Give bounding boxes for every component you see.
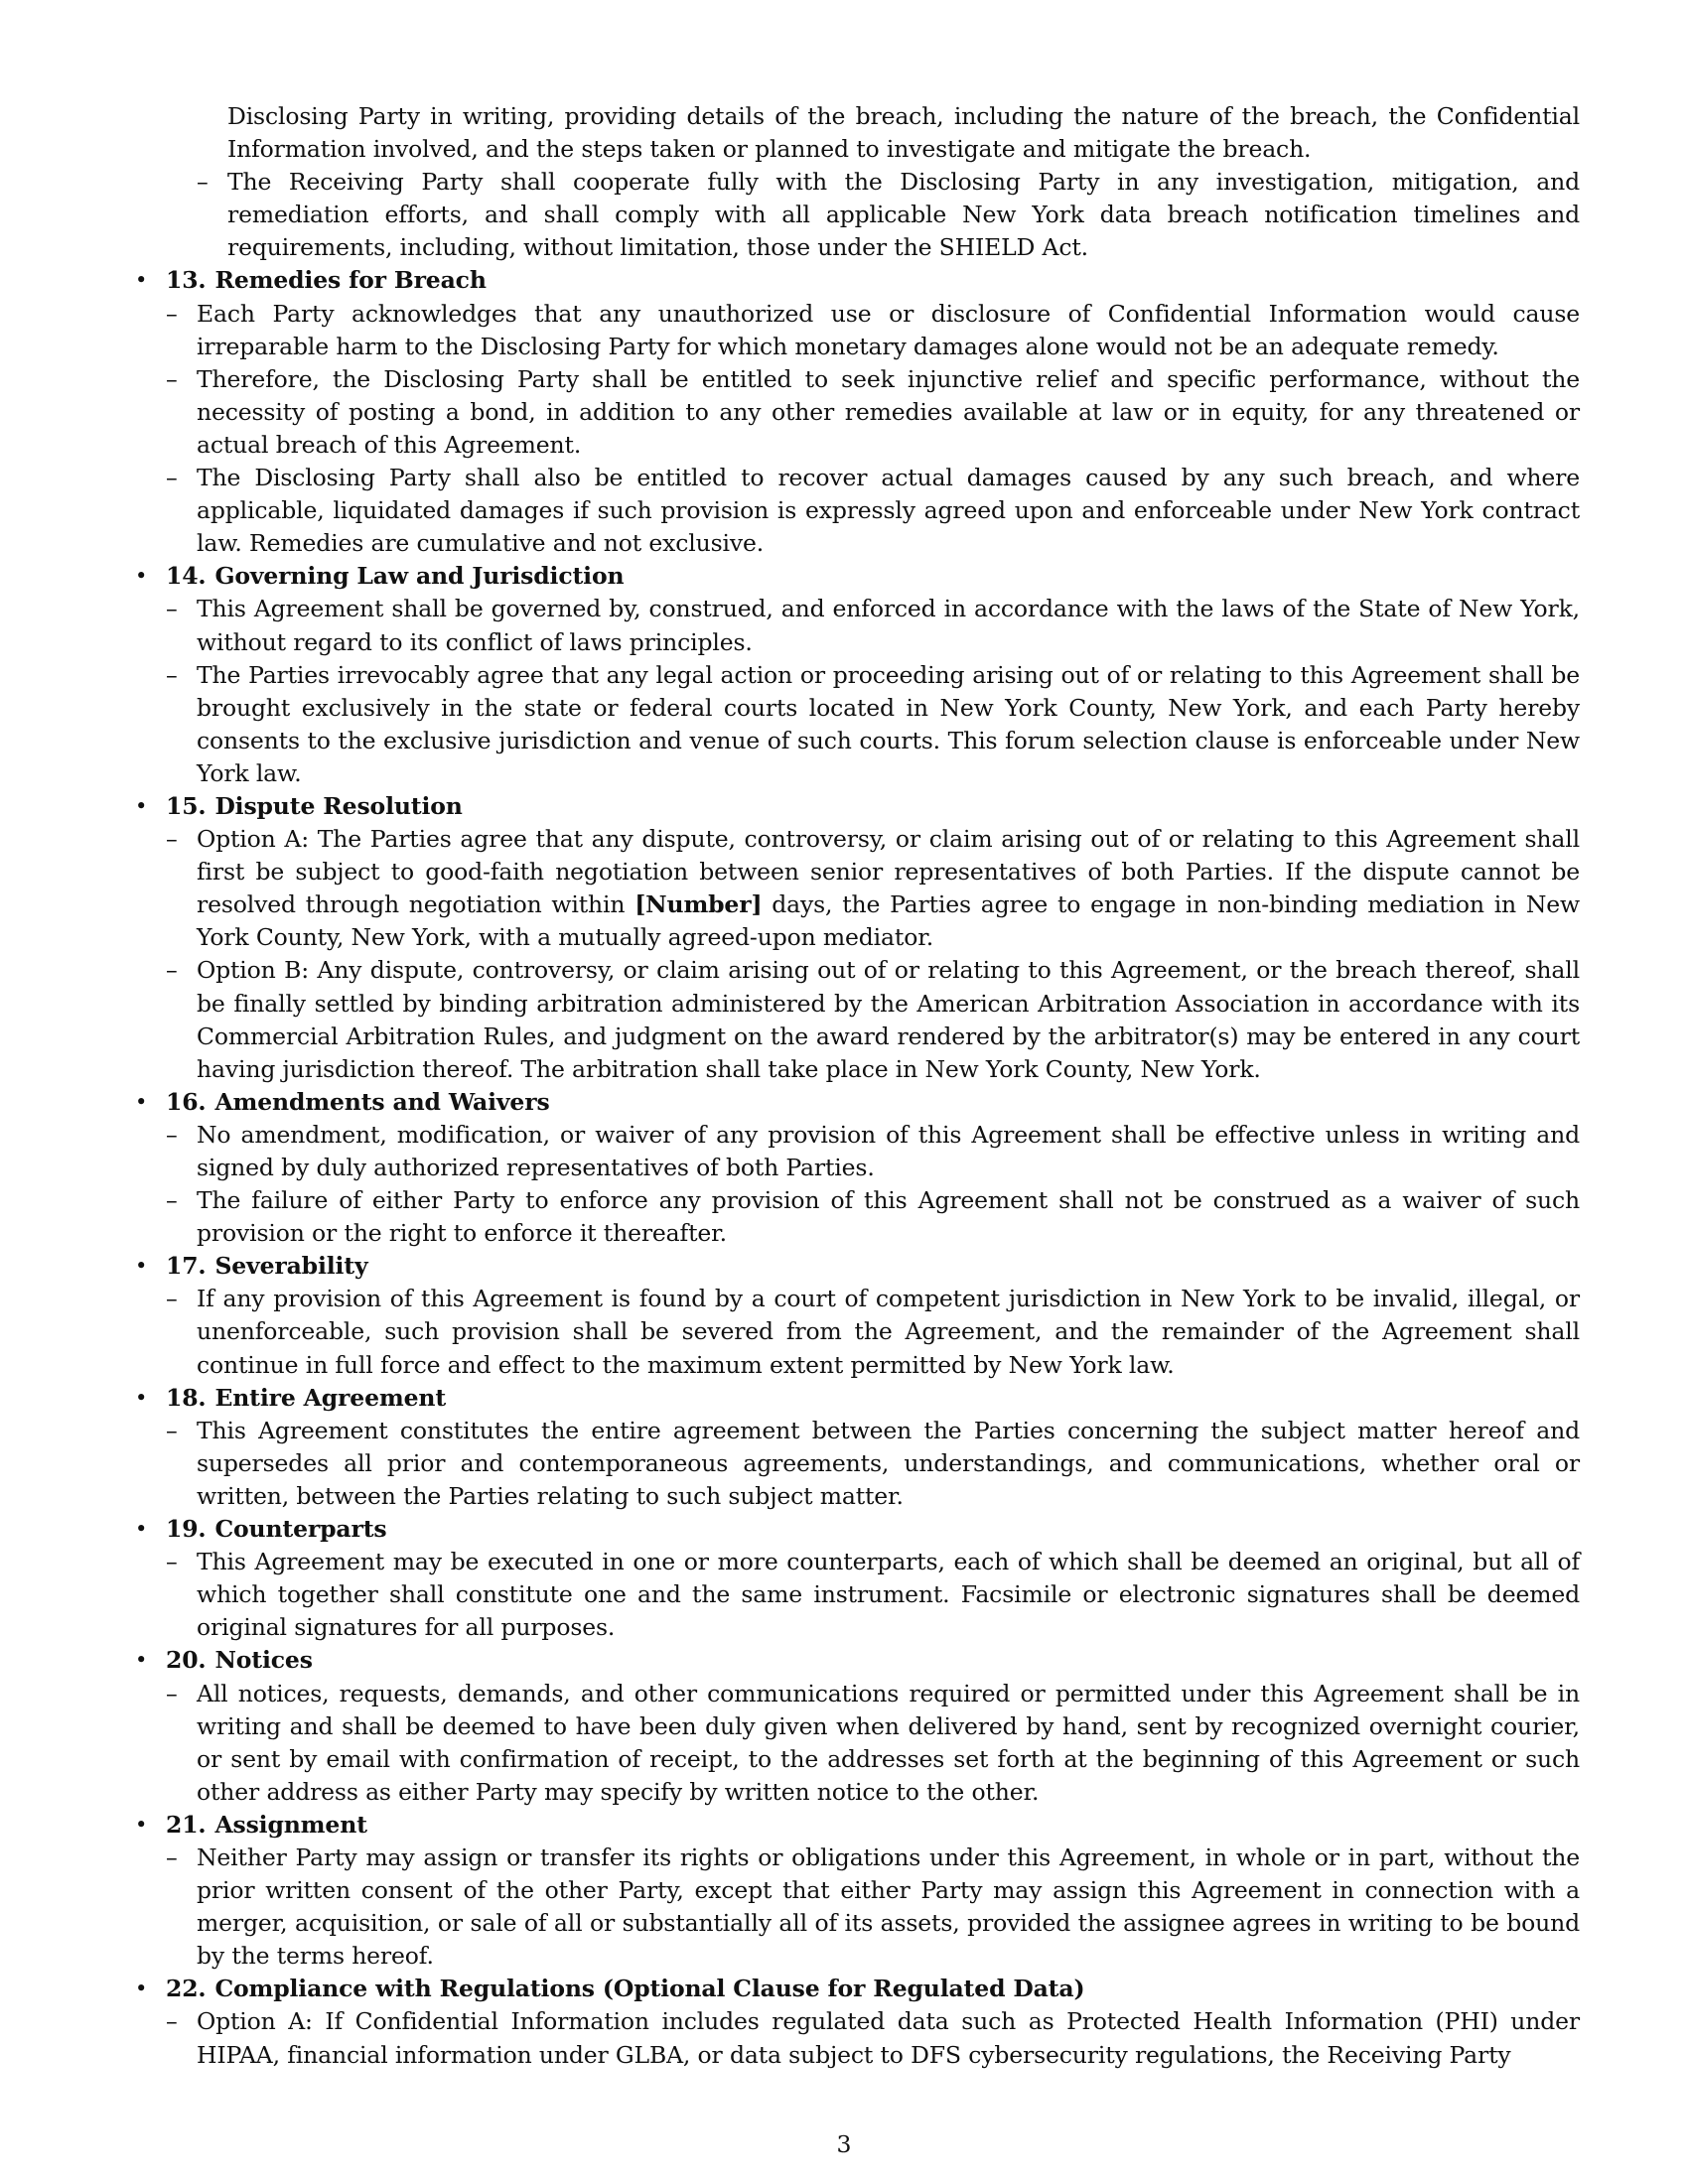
section: [135, 790, 1580, 1086]
section-items: [135, 823, 1580, 1086]
section-title: Entire Agreement: [214, 1383, 447, 1412]
bullet-marker: •: [135, 1254, 148, 1279]
dash-marker: –: [166, 464, 178, 492]
bullet-marker: •: [135, 1977, 148, 2001]
section-items: [135, 593, 1580, 790]
section: [135, 264, 1580, 560]
section-number: 13.: [166, 266, 207, 295]
item-text: Therefore, the Disclosing Party shall be entitled to seek injunctive relief and specific performance, without the necessity of posting a bond, in addition to any other remedies available at law or in equity, for any threatened or actual breach of this Agreement.: [197, 364, 1580, 459]
section: [135, 1513, 1580, 1644]
placeholder-field: [Number]: [634, 890, 763, 919]
section-items: [135, 2005, 1580, 2071]
dash-marker: –: [166, 1679, 178, 1707]
list-item: [135, 823, 1580, 954]
item-text: This Agreement constitutes the entire agreement between the Parties concerning the subject matter hereof and supersedes all prior and contemporaneous agreements, understandings, and communications, whether oral or written, between the Parties relating to such subject matter.: [197, 1416, 1580, 1510]
list-item: [135, 2005, 1580, 2071]
dash-marker: –: [166, 956, 178, 985]
dash-marker: –: [166, 825, 178, 854]
section-heading: [166, 1809, 1580, 1842]
section-heading: [166, 1250, 1580, 1283]
carryover-items: [135, 166, 1580, 264]
section: [135, 1644, 1580, 1808]
section-number: 19.: [166, 1515, 207, 1544]
section: [135, 1973, 1580, 2071]
section-title: Assignment: [214, 1810, 367, 1839]
list-item: [135, 1678, 1580, 1809]
section-number: 22.: [166, 1975, 207, 2003]
section-title: Dispute Resolution: [214, 791, 463, 820]
bullet-marker: •: [135, 1089, 148, 1114]
item-text: Option A: The Parties agree that any dispute, controversy, or claim arising out of or relating to this Agreement shall first be subject to good-faith negotiation between senior representatives of both Parties. If the dispute cannot be resolved through negotiation within: [197, 825, 1580, 919]
section-title: Severability: [214, 1252, 368, 1281]
section-heading: [166, 790, 1580, 823]
section-title: Amendments and Waivers: [214, 1087, 550, 1116]
section-items: [135, 298, 1580, 561]
page-number: 3: [836, 2130, 852, 2158]
section: [135, 1809, 1580, 1973]
bullet-marker: •: [135, 1812, 148, 1837]
item-text: All notices, requests, demands, and other communications required or permitted under this Agreement shall be in writing and shall be deemed to have been duly given when delivered by hand, sent by recognized overnight courier, or sent by email with confirmation of receipt, to the addresses set forth at the beginning of this Agreement or such other address as either Party may specify by written notice to the other.: [197, 1679, 1580, 1806]
list-item: [135, 1842, 1580, 1973]
section-items: [135, 1415, 1580, 1513]
item-text: No amendment, modification, or waiver of any provision of this Agreement shall be effective unless in writing and signed by duly authorized representatives of both Parties.: [197, 1120, 1580, 1181]
section-heading: [166, 1086, 1580, 1119]
dash-marker: –: [166, 595, 178, 623]
item-text: days, the Parties agree to engage in non-binding mediation in New York County, New York, with a mutually agreed-upon mediator.: [197, 890, 1581, 952]
section-title: Notices: [214, 1646, 313, 1675]
section-items: [135, 1546, 1580, 1644]
sections-list: [135, 264, 1580, 2071]
section: [135, 1250, 1580, 1381]
section-heading: [166, 560, 1580, 593]
section-heading: [166, 1513, 1580, 1546]
dash-marker: –: [166, 1548, 178, 1576]
item-text: Each Party acknowledges that any unauthorized use or disclosure of Confidential Information would cause irreparable harm to the Disclosing Party for which monetary damages alone would not be an adequate remedy.: [197, 299, 1580, 360]
list-item: [135, 298, 1580, 363]
section-items: [135, 1283, 1580, 1381]
item-text: The failure of either Party to enforce any provision of this Agreement shall not be construed as a waiver of such provision or the right to enforce it thereafter.: [197, 1186, 1580, 1248]
dash-marker: –: [166, 1843, 178, 1871]
section-title: Governing Law and Jurisdiction: [214, 562, 625, 591]
section-heading: [166, 1973, 1580, 2005]
section-heading: [166, 1382, 1580, 1415]
carryover-paragraph: Disclosing Party in writing, providing details of the breach, including the nature of the breach, the Confidential Information involved, and the steps taken or planned to investigate and mitigate the breach.: [227, 102, 1580, 164]
item-text: If any provision of this Agreement is found by a court of competent jurisdiction in New York to be invalid, illegal, or unenforceable, such provision shall be severed from the Agreement, and the remainder of the Agreement shall continue in full force and effect to the maximum extent permitted by New York law.: [197, 1285, 1580, 1379]
list-item: [135, 659, 1580, 790]
list-item: [135, 363, 1580, 462]
section-items: [135, 1842, 1580, 1973]
dash-marker: –: [166, 1120, 178, 1149]
section-number: 21.: [166, 1810, 207, 1839]
dash-marker: –: [166, 660, 178, 689]
bullet-marker: •: [135, 1517, 148, 1542]
item-text: The Disclosing Party shall also be entitled to recover actual damages caused by any such breach, and where applicable, liquidated damages if such provision is expressly agreed upon and enforceable under New York contract law. Remedies are cumulative and not exclusive.: [197, 464, 1580, 558]
dash-marker: –: [166, 1416, 178, 1444]
list-item: [135, 1119, 1580, 1184]
item-text: The Receiving Party shall cooperate fully with the Disclosing Party in any investigation, mitigation, and remediation efforts, and shall comply with all applicable New York data breach notification timelines and requirements, including, without limitation, those under the SHIELD Act.: [227, 168, 1580, 262]
section: [135, 1086, 1580, 1250]
dash-marker: –: [166, 2007, 178, 2036]
dash-marker: –: [166, 364, 178, 393]
section: [135, 1382, 1580, 1513]
list-item: [135, 954, 1580, 1085]
list-item: [135, 462, 1580, 560]
dash-marker: –: [166, 1186, 178, 1215]
section-title: Compliance with Regulations (Optional Clause for Regulated Data): [214, 1975, 1085, 2003]
section-title: Counterparts: [214, 1515, 387, 1544]
section-number: 16.: [166, 1087, 207, 1116]
item-text: The Parties irrevocably agree that any legal action or proceeding arising out of or relating to this Agreement shall be brought exclusively in the state or federal courts located in New York County, New York, and each Party hereby consents to the exclusive jurisdiction and venue of such courts. This forum selection clause is enforceable under New York law.: [197, 660, 1580, 787]
section-heading: [166, 264, 1580, 297]
section-number: 14.: [166, 562, 207, 591]
bullet-marker: •: [135, 1648, 148, 1673]
dash-marker: –: [166, 1285, 178, 1313]
section-title: Remedies for Breach: [214, 266, 487, 295]
bullet-marker: •: [135, 1385, 148, 1410]
list-item: [135, 1415, 1580, 1513]
section: [135, 560, 1580, 790]
document-body: [135, 100, 1580, 2072]
section-number: 20.: [166, 1646, 207, 1675]
item-text: This Agreement shall be governed by, construed, and enforced in accordance with the laws of the State of New York, without regard to its conflict of laws principles.: [197, 595, 1580, 656]
dash-marker: –: [166, 299, 178, 328]
section-items: [135, 1678, 1580, 1809]
section-items: [135, 1119, 1580, 1250]
list-item: [135, 1546, 1580, 1644]
bullet-marker: •: [135, 268, 148, 293]
list-item: [166, 166, 1580, 264]
list-item: [135, 1283, 1580, 1381]
list-item: [135, 1184, 1580, 1250]
item-text: This Agreement may be executed in one or more counterparts, each of which shall be deemed an original, but all of which together shall constitute one and the same instrument. Facsimile or electronic signatures shall be deemed original signatures for all purposes.: [197, 1548, 1580, 1642]
list-item: [135, 593, 1580, 658]
bullet-marker: •: [135, 793, 148, 818]
item-text: Option A: If Confidential Information includes regulated data such as Protected Health Information (PHI) under HIPAA, financial information under GLBA, or data subject to DFS cybersecurity regulations, the Receiving Party: [197, 2007, 1580, 2069]
section-number: 15.: [166, 791, 207, 820]
section-number: 17.: [166, 1252, 207, 1281]
item-text: Option B: Any dispute, controversy, or claim arising out of or relating to this Agreement, or the breach thereof, shall be finally settled by binding arbitration administered by the American Arbitration Association in accordance with its Commercial Arbitration Rules, and judgment on the award rendered by the arbitrator(s) may be entered in any court having jurisdiction thereof. The arbitration shall take place in New York County, New York.: [197, 956, 1580, 1083]
item-text: Neither Party may assign or transfer its rights or obligations under this Agreement, in whole or in part, without the prior written consent of the other Party, except that either Party may assign this Agreement in connection with a merger, acquisition, or sale of all or substantially all of its assets, provided the assignee agrees in writing to be bound by the terms hereof.: [197, 1843, 1580, 1971]
bullet-marker: •: [135, 564, 148, 589]
section-number: 18.: [166, 1383, 207, 1412]
dash-marker: –: [197, 168, 209, 197]
section-heading: [166, 1644, 1580, 1677]
